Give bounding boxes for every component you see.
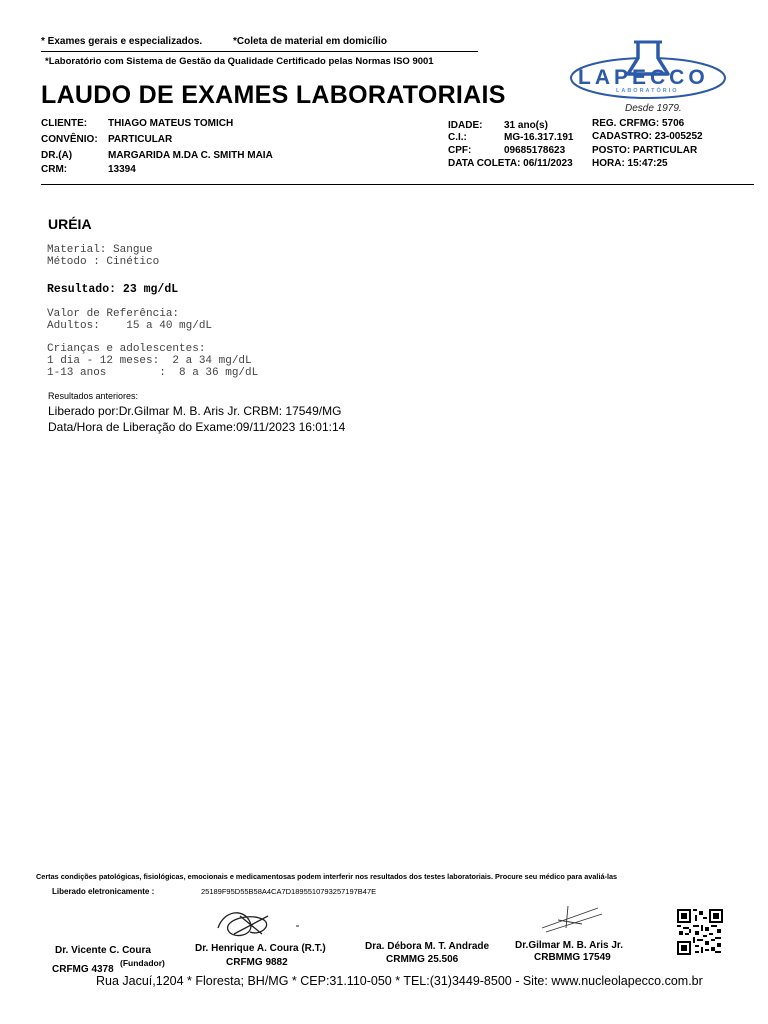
release-datetime: Data/Hora de Liberação do Exame:09/11/2023 16:01:14 (48, 420, 346, 434)
idade-label: IDADE: (448, 120, 483, 131)
ci-value: MG-16.317.191 (504, 132, 574, 143)
cpf-label: CPF: (448, 145, 472, 156)
validation-hash: 25189F95D55B58A4CA7D1895510793257197B47E (201, 887, 377, 896)
doctor-value: MARGARIDA M.DA C. SMITH MAIA (108, 150, 273, 161)
header-divider (41, 51, 478, 52)
footer-address: Rua Jacuí,1204 * Floresta; BH/MG * CEP:31.110-050 * TEL:(31)3449-8500 - Site: www.nucleolapecco.com.br (96, 974, 703, 988)
logo-subtitle: LABORATÓRIO (616, 88, 679, 94)
signatory-3-name: Dra. Débora M. T. Andrade (365, 941, 490, 952)
reg-crfmg: REG. CRFMG: 5706 (592, 118, 685, 129)
page-title: LAUDO DE EXAMES LABORATORIAIS (41, 81, 506, 109)
liberado-eletronicamente-label: Liberado eletronicamente : (52, 887, 155, 896)
signature-henrique (210, 904, 306, 944)
doctor-label: DR.(A) (41, 150, 73, 161)
logo-since: Desde 1979. (625, 103, 682, 114)
qr-code-icon (677, 909, 723, 955)
released-by: Liberado por:Dr.Gilmar M. B. Aris Jr. CRBM: 17549/MG (48, 404, 342, 418)
exam-name: URÉIA (48, 216, 92, 232)
exam-result: Resultado: 23 mg/dL (47, 283, 179, 296)
signatory-4-name: Dr.Gilmar M. B. Aris Jr. (515, 940, 624, 951)
exam-method: Método : Cinético (47, 256, 160, 268)
signatory-1-registration: CRFMG 4378 (52, 964, 114, 975)
convenio-value: PARTICULAR (108, 134, 173, 145)
crm-value: 13394 (108, 164, 136, 175)
signatory-1-role: (Fundador) (120, 958, 165, 968)
disclaimer: Certas condições patológicas, fisiológicas, emocionais e medicamentosas podem interferir nos resultados dos testes laboratoriais. Procure seu médico para avaliá-las (36, 872, 618, 881)
reference-adults: Adultos: 15 a 40 mg/dL (47, 320, 213, 332)
convenio-label: CONVÊNIO: (41, 134, 98, 145)
data-coleta: DATA COLETA: 06/11/2023 (448, 158, 573, 169)
signatory-2-name: Dr. Henrique A. Coura (R.T.) (195, 943, 326, 954)
hora-coleta: HORA: 15:47:25 (592, 158, 668, 169)
cpf-value: 09685178623 (504, 145, 566, 156)
cliente-label: CLIENTE: (41, 118, 88, 129)
posto: POSTO: PARTICULAR (592, 145, 698, 156)
exam-material: Material: Sangue (47, 244, 153, 256)
patient-divider (41, 184, 754, 185)
signatory-3-registration: CRMMG 25.506 (386, 954, 459, 965)
previous-results: Resultados anteriores: (48, 391, 139, 401)
header-iso-statement: *Laboratório com Sistema de Gestão da Qualidade Certificado pelas Normas ISO 9001 (45, 56, 434, 67)
signatory-2-registration: CRFMG 9882 (226, 957, 288, 968)
reference-children-2: 1-13 anos : 8 a 36 mg/dL (47, 367, 259, 379)
idade-value: 31 ano(s) (504, 120, 548, 131)
ci-label: C.I.: (448, 132, 467, 143)
cadastro: CADASTRO: 23-005252 (592, 131, 703, 142)
reference-children-1: 1 dia - 12 meses: 2 a 34 mg/dL (47, 355, 252, 367)
logo-name: LAPECCO (578, 66, 709, 89)
header-tagline-home-collection: *Coleta de material em domicílio (233, 36, 387, 47)
header-tagline-exams: * Exames gerais e especializados. (41, 36, 203, 47)
reference-children-title: Crianças e adolescentes: (47, 343, 206, 355)
cliente-value: THIAGO MATEUS TOMICH (108, 118, 234, 129)
signatory-4-registration: CRBMMG 17549 (534, 952, 611, 963)
reference-title: Valor de Referência: (47, 308, 180, 320)
signatory-1-name: Dr. Vicente C. Coura (55, 945, 151, 956)
crm-label: CRM: (41, 164, 68, 175)
signature-gilmar (538, 902, 608, 936)
